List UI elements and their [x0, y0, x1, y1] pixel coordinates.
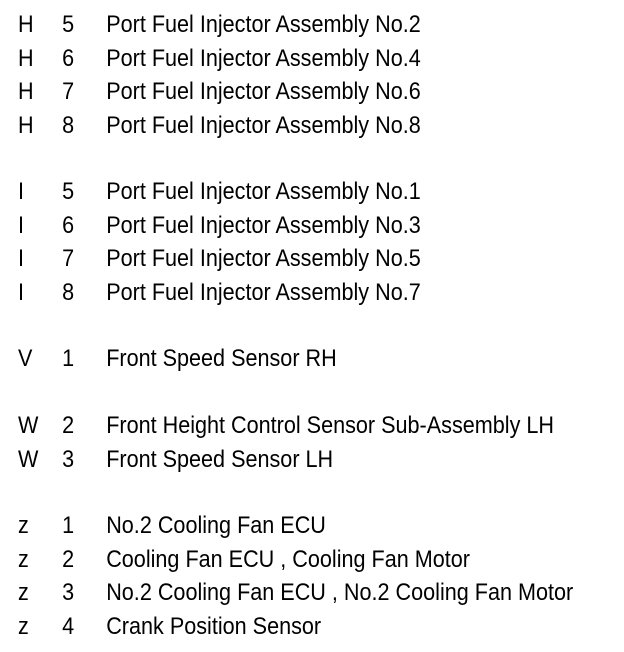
connector-code: H — [18, 111, 34, 139]
list-item — [0, 610, 562, 644]
list-item — [0, 576, 574, 610]
pin-number: 4 — [62, 612, 75, 640]
connector-code: z — [18, 579, 29, 606]
pin-number: 7 — [62, 245, 75, 272]
pin-number: 5 — [62, 178, 75, 205]
pin-number: 3 — [62, 579, 75, 606]
pin-number: 6 — [62, 44, 75, 72]
component-description: Port Fuel Injector Assembly No.7 — [106, 278, 421, 306]
pin-number: 6 — [62, 211, 75, 239]
component-description: Front Height Control Sensor Sub-Assembly LH — [106, 412, 554, 439]
connector-code: H — [18, 44, 34, 72]
component-description: Port Fuel Injector Assembly No.1 — [106, 178, 421, 205]
connector-code: W — [18, 445, 39, 473]
component-description: Front Speed Sensor LH — [106, 445, 334, 473]
list-item — [0, 75, 562, 109]
list-item — [0, 109, 562, 143]
list-item — [0, 543, 562, 577]
list-item — [0, 8, 562, 42]
connector-code: I — [18, 278, 25, 306]
connector-group-i — [0, 175, 624, 309]
list-item — [0, 509, 562, 543]
connector-code: V — [18, 345, 33, 372]
connector-code: I — [18, 245, 25, 272]
list-item — [0, 209, 562, 243]
connector-group-w — [0, 409, 624, 476]
connector-code: z — [18, 612, 29, 640]
connector-code: z — [18, 512, 29, 539]
connector-code: W — [18, 412, 39, 439]
pin-number: 3 — [62, 445, 75, 473]
pin-number: 8 — [62, 111, 75, 139]
pin-number: 8 — [62, 278, 75, 306]
connector-group-v — [0, 342, 624, 376]
connector-code: I — [18, 211, 25, 239]
connector-code: I — [18, 178, 25, 205]
connector-group-h — [0, 8, 624, 142]
component-description: Front Speed Sensor RH — [106, 345, 337, 372]
pin-number: 7 — [62, 78, 75, 105]
connector-code: H — [18, 11, 34, 38]
list-item — [0, 42, 562, 76]
connector-code: H — [18, 78, 34, 105]
component-description: Port Fuel Injector Assembly No.4 — [106, 44, 421, 72]
list-item — [0, 409, 562, 443]
list-item — [0, 242, 562, 276]
list-item — [0, 276, 562, 310]
connector-code: z — [18, 545, 29, 573]
component-description: Port Fuel Injector Assembly No.5 — [106, 245, 421, 272]
pin-number: 5 — [62, 11, 75, 38]
list-item — [0, 175, 562, 209]
component-description: No.2 Cooling Fan ECU — [106, 512, 326, 539]
component-description: No.2 Cooling Fan ECU , No.2 Cooling Fan Motor — [106, 579, 574, 606]
component-description: Cooling Fan ECU , Cooling Fan Motor — [106, 545, 470, 573]
list-item — [0, 342, 562, 376]
connector-group-z — [0, 509, 624, 643]
list-item — [0, 443, 562, 477]
component-description: Port Fuel Injector Assembly No.6 — [106, 78, 421, 105]
component-description: Port Fuel Injector Assembly No.2 — [106, 11, 421, 38]
component-description: Port Fuel Injector Assembly No.3 — [106, 211, 421, 239]
pin-number: 1 — [62, 345, 75, 372]
pin-number: 2 — [62, 545, 75, 573]
pin-number: 1 — [62, 512, 75, 539]
component-description: Port Fuel Injector Assembly No.8 — [106, 111, 421, 139]
pin-number: 2 — [62, 412, 75, 439]
component-description: Crank Position Sensor — [106, 612, 322, 640]
